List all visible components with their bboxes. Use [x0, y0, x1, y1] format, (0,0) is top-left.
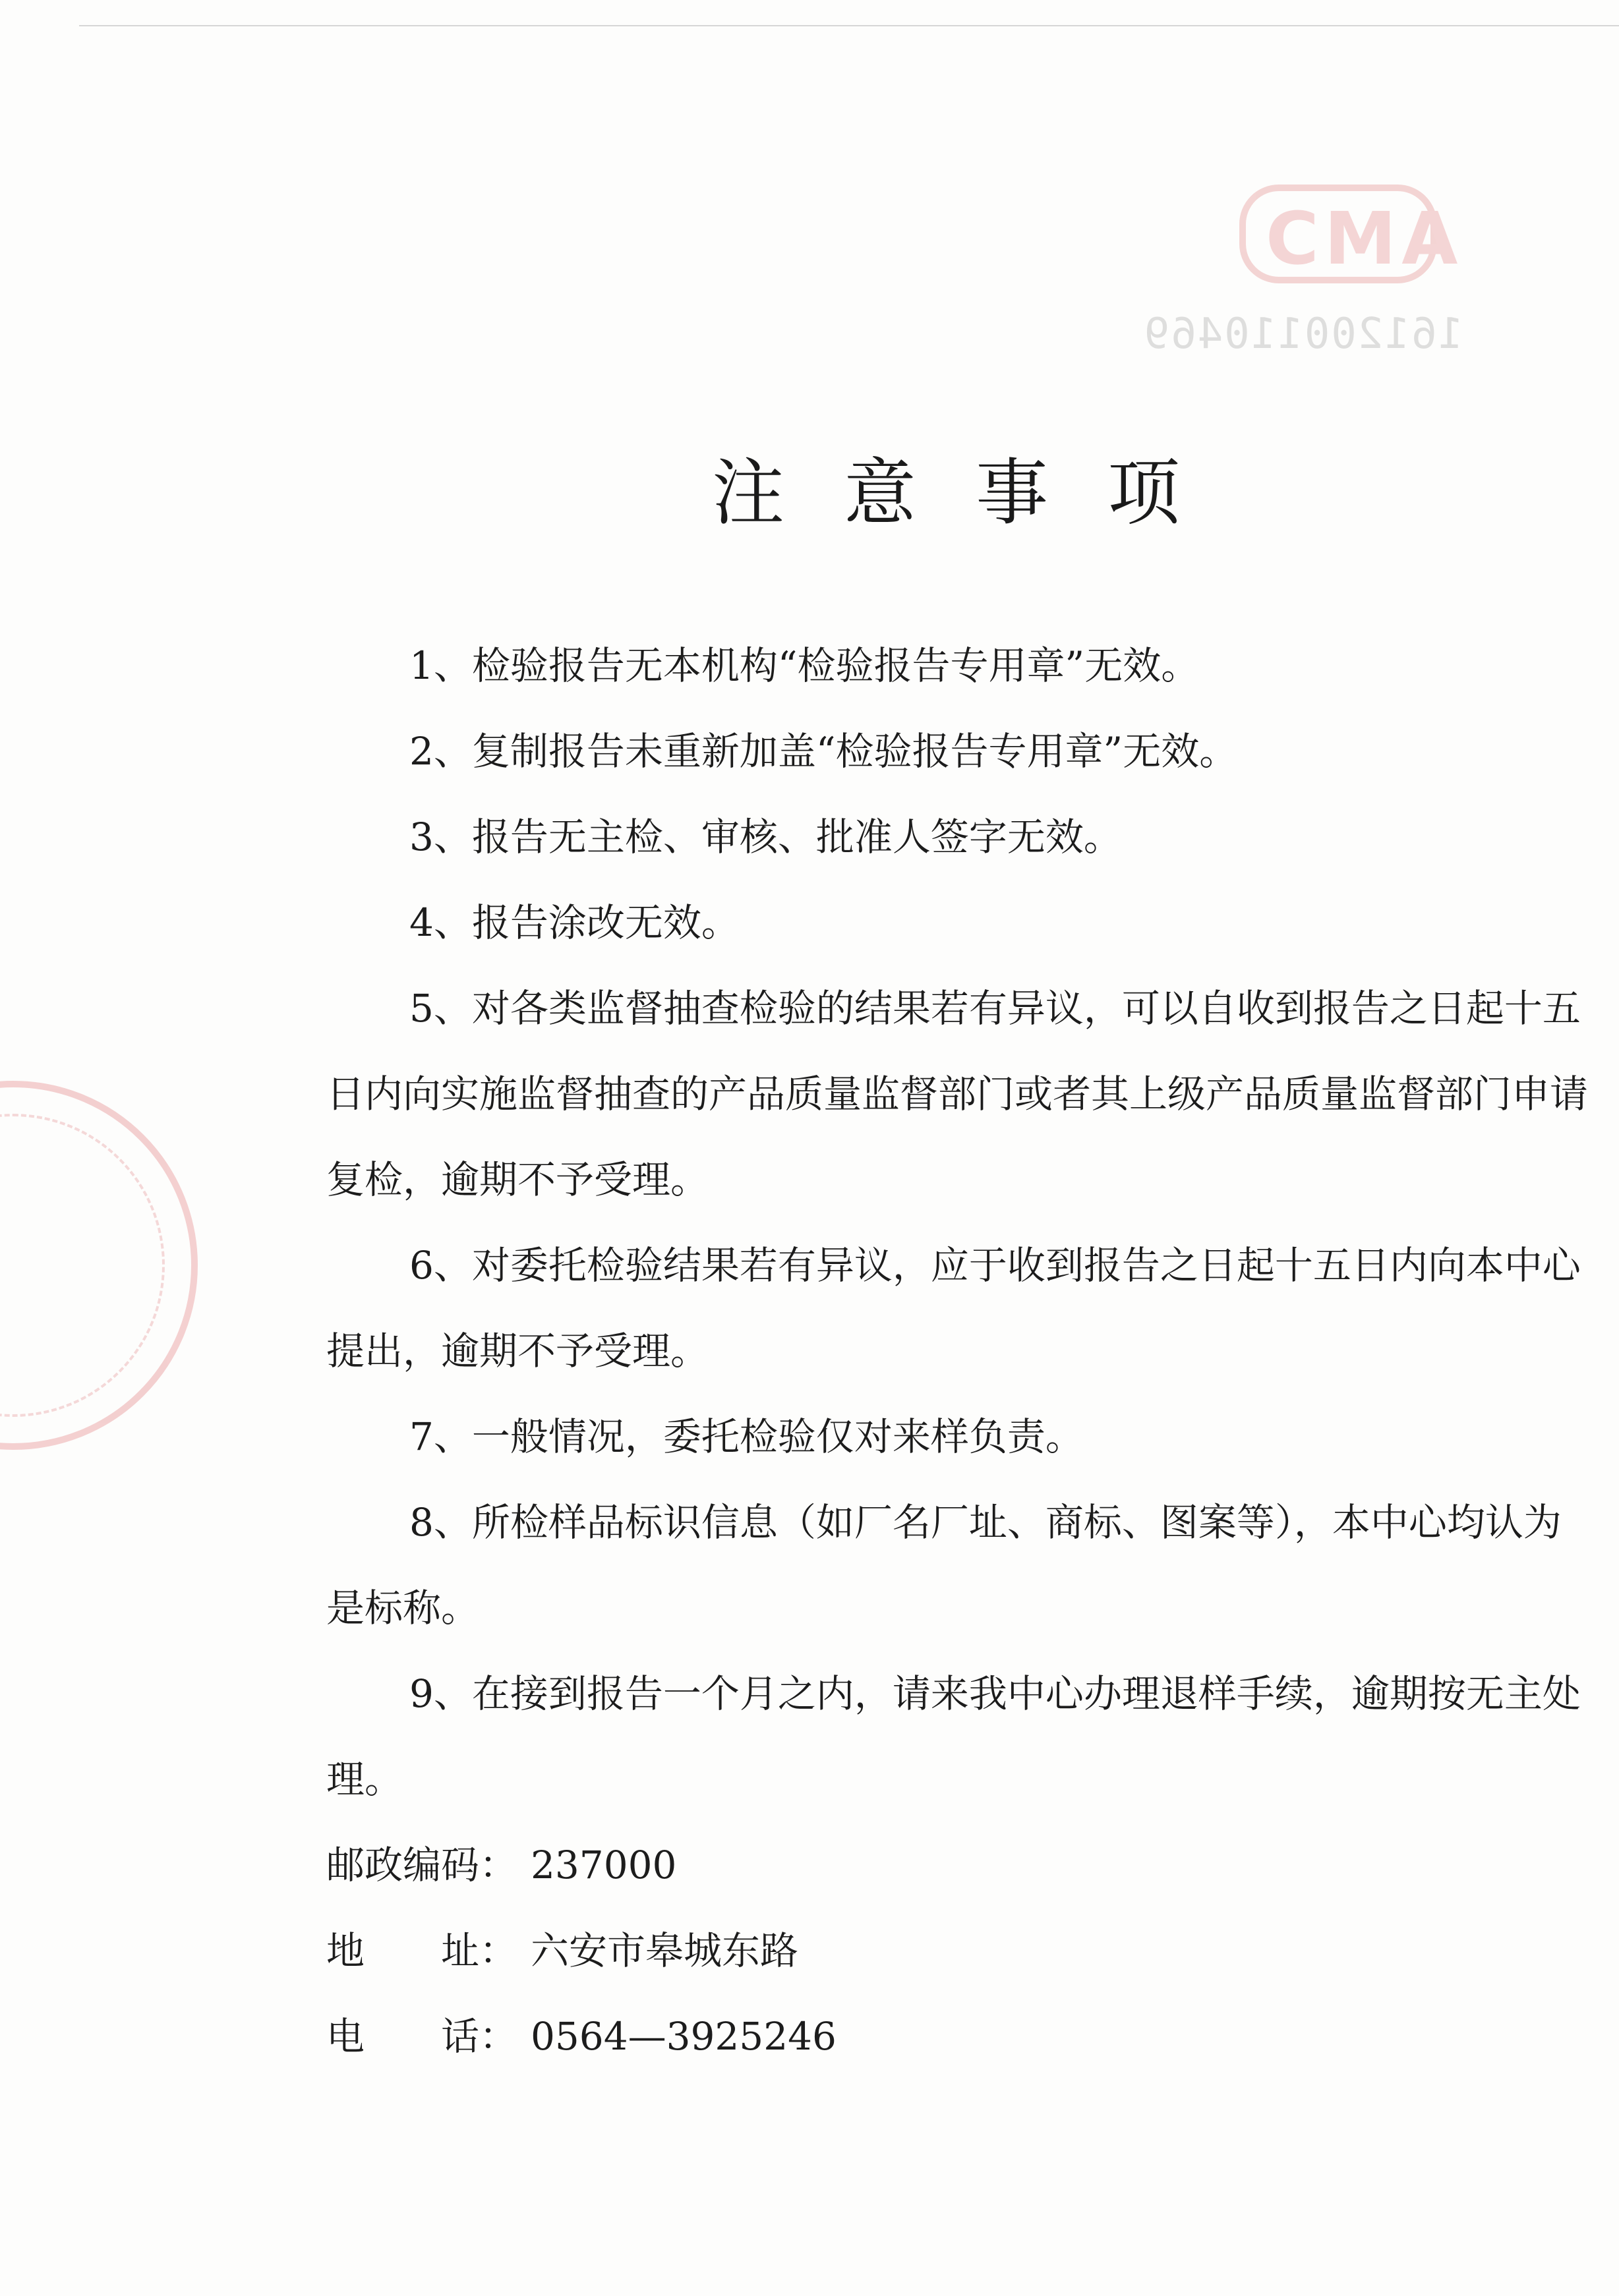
cma-stamp-letters: CMA	[1266, 196, 1463, 281]
postcode-value: 237000	[531, 1843, 677, 1887]
note-item-5: 5、对各类监督抽查检验的结果若有异议，可以自收到报告之日起十五日内向实施监督抽查的产品质量监督部门或者其上级产品质量监督部门申请复检，逾期不予受理。	[326, 986, 1589, 1202]
note-item-1: 1、检验报告无本机构“检验报告专用章”无效。	[409, 643, 1200, 688]
address-label: 地 址：	[326, 1928, 518, 1973]
postcode-label: 邮政编码：	[326, 1843, 518, 1887]
note-item-8: 8、所检样品标识信息（如厂名厂址、商标、图案等），本中心均认为是标称。	[326, 1500, 1562, 1630]
address-value: 六安市皋城东路	[531, 1928, 799, 1973]
note-item-7: 7、一般情况，委托检验仅对来样负责。	[409, 1414, 1084, 1459]
note-item-9: 9、在接到报告一个月之内，请来我中心办理退样手续，逾期按无主处理。	[326, 1671, 1581, 1802]
contact-phone	[326, 1994, 1589, 2079]
page-title: 注意事项	[712, 451, 1239, 535]
red-seal-partial	[0, 1081, 198, 1450]
scan-edge-line	[79, 25, 1619, 26]
cma-stamp-serial: 161200110469	[1142, 310, 1463, 359]
note-item-3: 3、报告无主检、审核、批准人签字无效。	[409, 815, 1122, 859]
contact-address	[326, 1908, 1589, 1994]
contact-postcode	[326, 1822, 1589, 1908]
phone-value: 0564—3925246	[531, 2014, 837, 2059]
notes-content	[326, 623, 1589, 2079]
cma-stamp	[1142, 178, 1463, 376]
note-item-6: 6、对委托检验结果若有异议，应于收到报告之日起十五日内向本中心提出，逾期不予受理。	[326, 1243, 1581, 1373]
phone-label: 电 话：	[326, 2014, 518, 2059]
note-item-4: 4、报告涂改无效。	[409, 900, 740, 945]
note-item-2: 2、复制报告未重新加盖“检验报告专用章”无效。	[409, 729, 1238, 774]
